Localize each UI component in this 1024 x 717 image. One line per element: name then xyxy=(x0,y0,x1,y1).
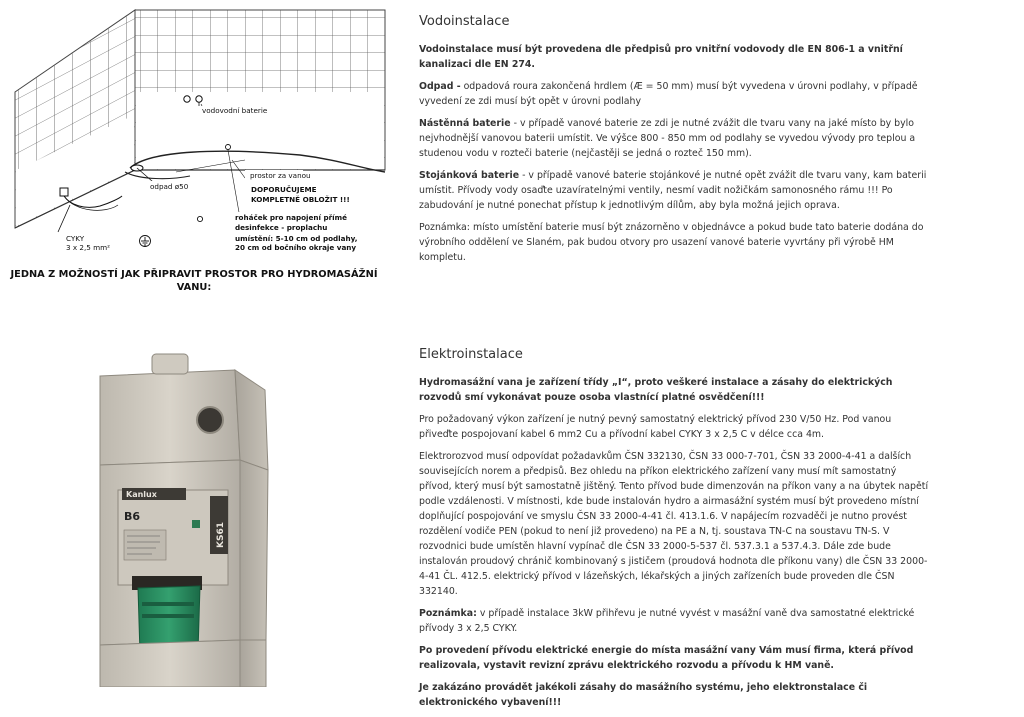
label-vodovodni: vodovodní baterie xyxy=(202,106,268,115)
label-doporucujeme: DOPORUČUJEME xyxy=(251,185,317,194)
bath-preparation-diagram xyxy=(0,0,400,300)
breaker-brand: Kanlux xyxy=(126,490,157,499)
breaker-model: KS61 xyxy=(216,522,226,548)
label-umisteni-2: 20 cm od bočního okraje vany xyxy=(235,243,357,252)
electrical-paragraph-warning: Je zakázáno provádět jakékoli zásahy do masážního systému, jeho elektronstalace či elektronického vybavení!!! xyxy=(419,682,868,708)
electrical-paragraph-class: Hydromasážní vana je zařízení třídy „I“, proto veškeré instalace a zásahy do elektrických rozvodů smí vykonávat pouze osoba vlastnící platné osvědčení!!! xyxy=(419,377,893,403)
ground-symbol-icon xyxy=(140,236,151,247)
label-rohacek-1: roháček pro napojení přímé xyxy=(235,213,347,222)
electrical-paragraph-revision: Po provedení přívodu elektrické energie do místa masážní vany Vám musí firma, která přívod realizovala, vystavit revizní zprávu elektrického rozvodu a přívodu k HM vaně. xyxy=(419,645,914,671)
label-odpad: odpad ø50 xyxy=(150,182,189,191)
water-paragraph-stand-faucet: Stojánková baterie - v případě vanové baterie stojánkové je nutné opět zvážit dle tvaru vany, kam baterii umístit. Přívody vody osaďte uzavíratelnými ventily, nesmí vadit nožičkám samonosného rámu !!! Po zabudování je nutné ponechat přístup k jednotlivým dílům, aby byla možná jejich oprava. xyxy=(419,170,927,211)
water-installation-section xyxy=(419,14,931,272)
outlet-marker-icon xyxy=(197,216,202,221)
disinfection-elbow-icon xyxy=(226,145,231,150)
label-rohacek-2: desinfekce - proplachu xyxy=(235,223,328,232)
circuit-breaker-image xyxy=(60,340,360,687)
electrical-paragraph-standards: Elektrorozvod musí odpovídat požadavkům ČSN 332130, ČSN 33 000-7-701, ČSN 33 2000-4-41 a dalších souvisejících norem a předpisů. Bez ohledu na příkon elektrického zařízení vany musí mít samostatný přívod, který musí být samostatně jištěný. Tento přívod bude dimenzován na příkon vany a na úbytek napětí podle vzdálenosti. V místnosti, kde bude instalován hydro a airmasážní systém musí být provedeno místní doplňující pospojování ve smyslu ČSN 33 2000-4-41 čl. 413.1.6. V napájecím rozvaděči je nutno provést rozdělení vodiče PEN (pokud to není již provedeno) na PE a N, tj. soustava TN-C na soustavu TN-S. V rozvodnici bude umístěn hlavní vypínač dle ČSN 33 2000-5-537 čl. 537.3.1 a 537.4.3. Dále zde bude instalován proudový chránič kombinovaný s jističem (proudová hodnota dle příkonu vany) dle ČSN 33 2000-4-41 ČL. 412.5. elektrický přívod v lázeňských, lékařských a jiných zařízeních bude proveden dle ČSN 332140. xyxy=(419,451,929,597)
electrical-paragraph-note: Poznámka: v případě instalace 3kW přihřevu je nutné vyvést v masážní vaně dva samostatné elektrické přívody 3 x 2,5 CYKY. xyxy=(419,608,915,634)
diagram-caption: JEDNA Z MOŽNOSTÍ JAK PŘIPRAVIT PROSTOR PRO HYDROMASÁŽNÍ VANU: xyxy=(10,269,378,293)
electrical-installation-section xyxy=(419,347,931,717)
circuit-breaker-drawing xyxy=(60,340,360,687)
faucet-outlet-cold-icon xyxy=(196,96,202,102)
label-prostor: prostor za vanou xyxy=(250,171,311,180)
electrical-box-icon xyxy=(60,188,68,196)
water-paragraph-wall-faucet: Nástěnná baterie - v případě vanové baterie ze zdi je nutné zvážit dle tvaru vany na jaké místo by bylo nejvhodnější vanovou baterii umístit. Ve výšce 800 - 850 mm od podlahy se vyvedou vývody pro teplou a studenou vodu v rozteči baterie (nejčastěji se jedná o rozteč 150 mm). xyxy=(419,118,916,159)
label-cyky-1: CYKY xyxy=(66,234,85,243)
breaker-rating: B6 xyxy=(124,510,141,523)
electrical-installation-title: Elektroinstalace xyxy=(419,347,523,362)
water-paragraph-note: Poznámka: místo umístění baterie musí být znázorněno v objednávce a pokud bude tato baterie dodána do výrobního oddělení ve Slaném, pak budou otvory pro usazení vanové baterie vyvrtány při výrobě HM kompletu. xyxy=(419,222,924,263)
label-komplet: KOMPLETNĚ OBLOŽIT !!! xyxy=(251,195,350,204)
faucet-outlet-hot-icon xyxy=(184,96,190,102)
water-installation-title: Vodoinstalace xyxy=(419,14,510,29)
electrical-paragraph-supply: Pro požadovaný výkon zařízení je nutný pevný samostatný elektrický přívod 230 V/50 Hz. Pod vanou přiveďte pospojovaní kabel 6 mm2 Cu a přívodní kabel CYKY 3 x 2,5 C v délce cca 4m. xyxy=(419,414,892,440)
label-umisteni-1: umístění: 5-10 cm od podlahy, xyxy=(235,234,358,243)
water-paragraph-drain: Odpad - odpadová roura zakončená hrdlem (Æ = 50 mm) musí být vyvedena v úrovni podlahy, v případě vyvedení ze zdi musí být opět v úrovni podlahy xyxy=(419,81,918,107)
label-cyky-2: 3 x 2,5 mm² xyxy=(66,243,110,252)
tiled-wall-drawing xyxy=(0,0,400,265)
water-paragraph-1: Vodoinstalace musí být provedena dle předpisů pro vnitřní vodovody dle EN 806-1 a vnitřní kanalizaci dle EN 274. xyxy=(419,44,903,70)
